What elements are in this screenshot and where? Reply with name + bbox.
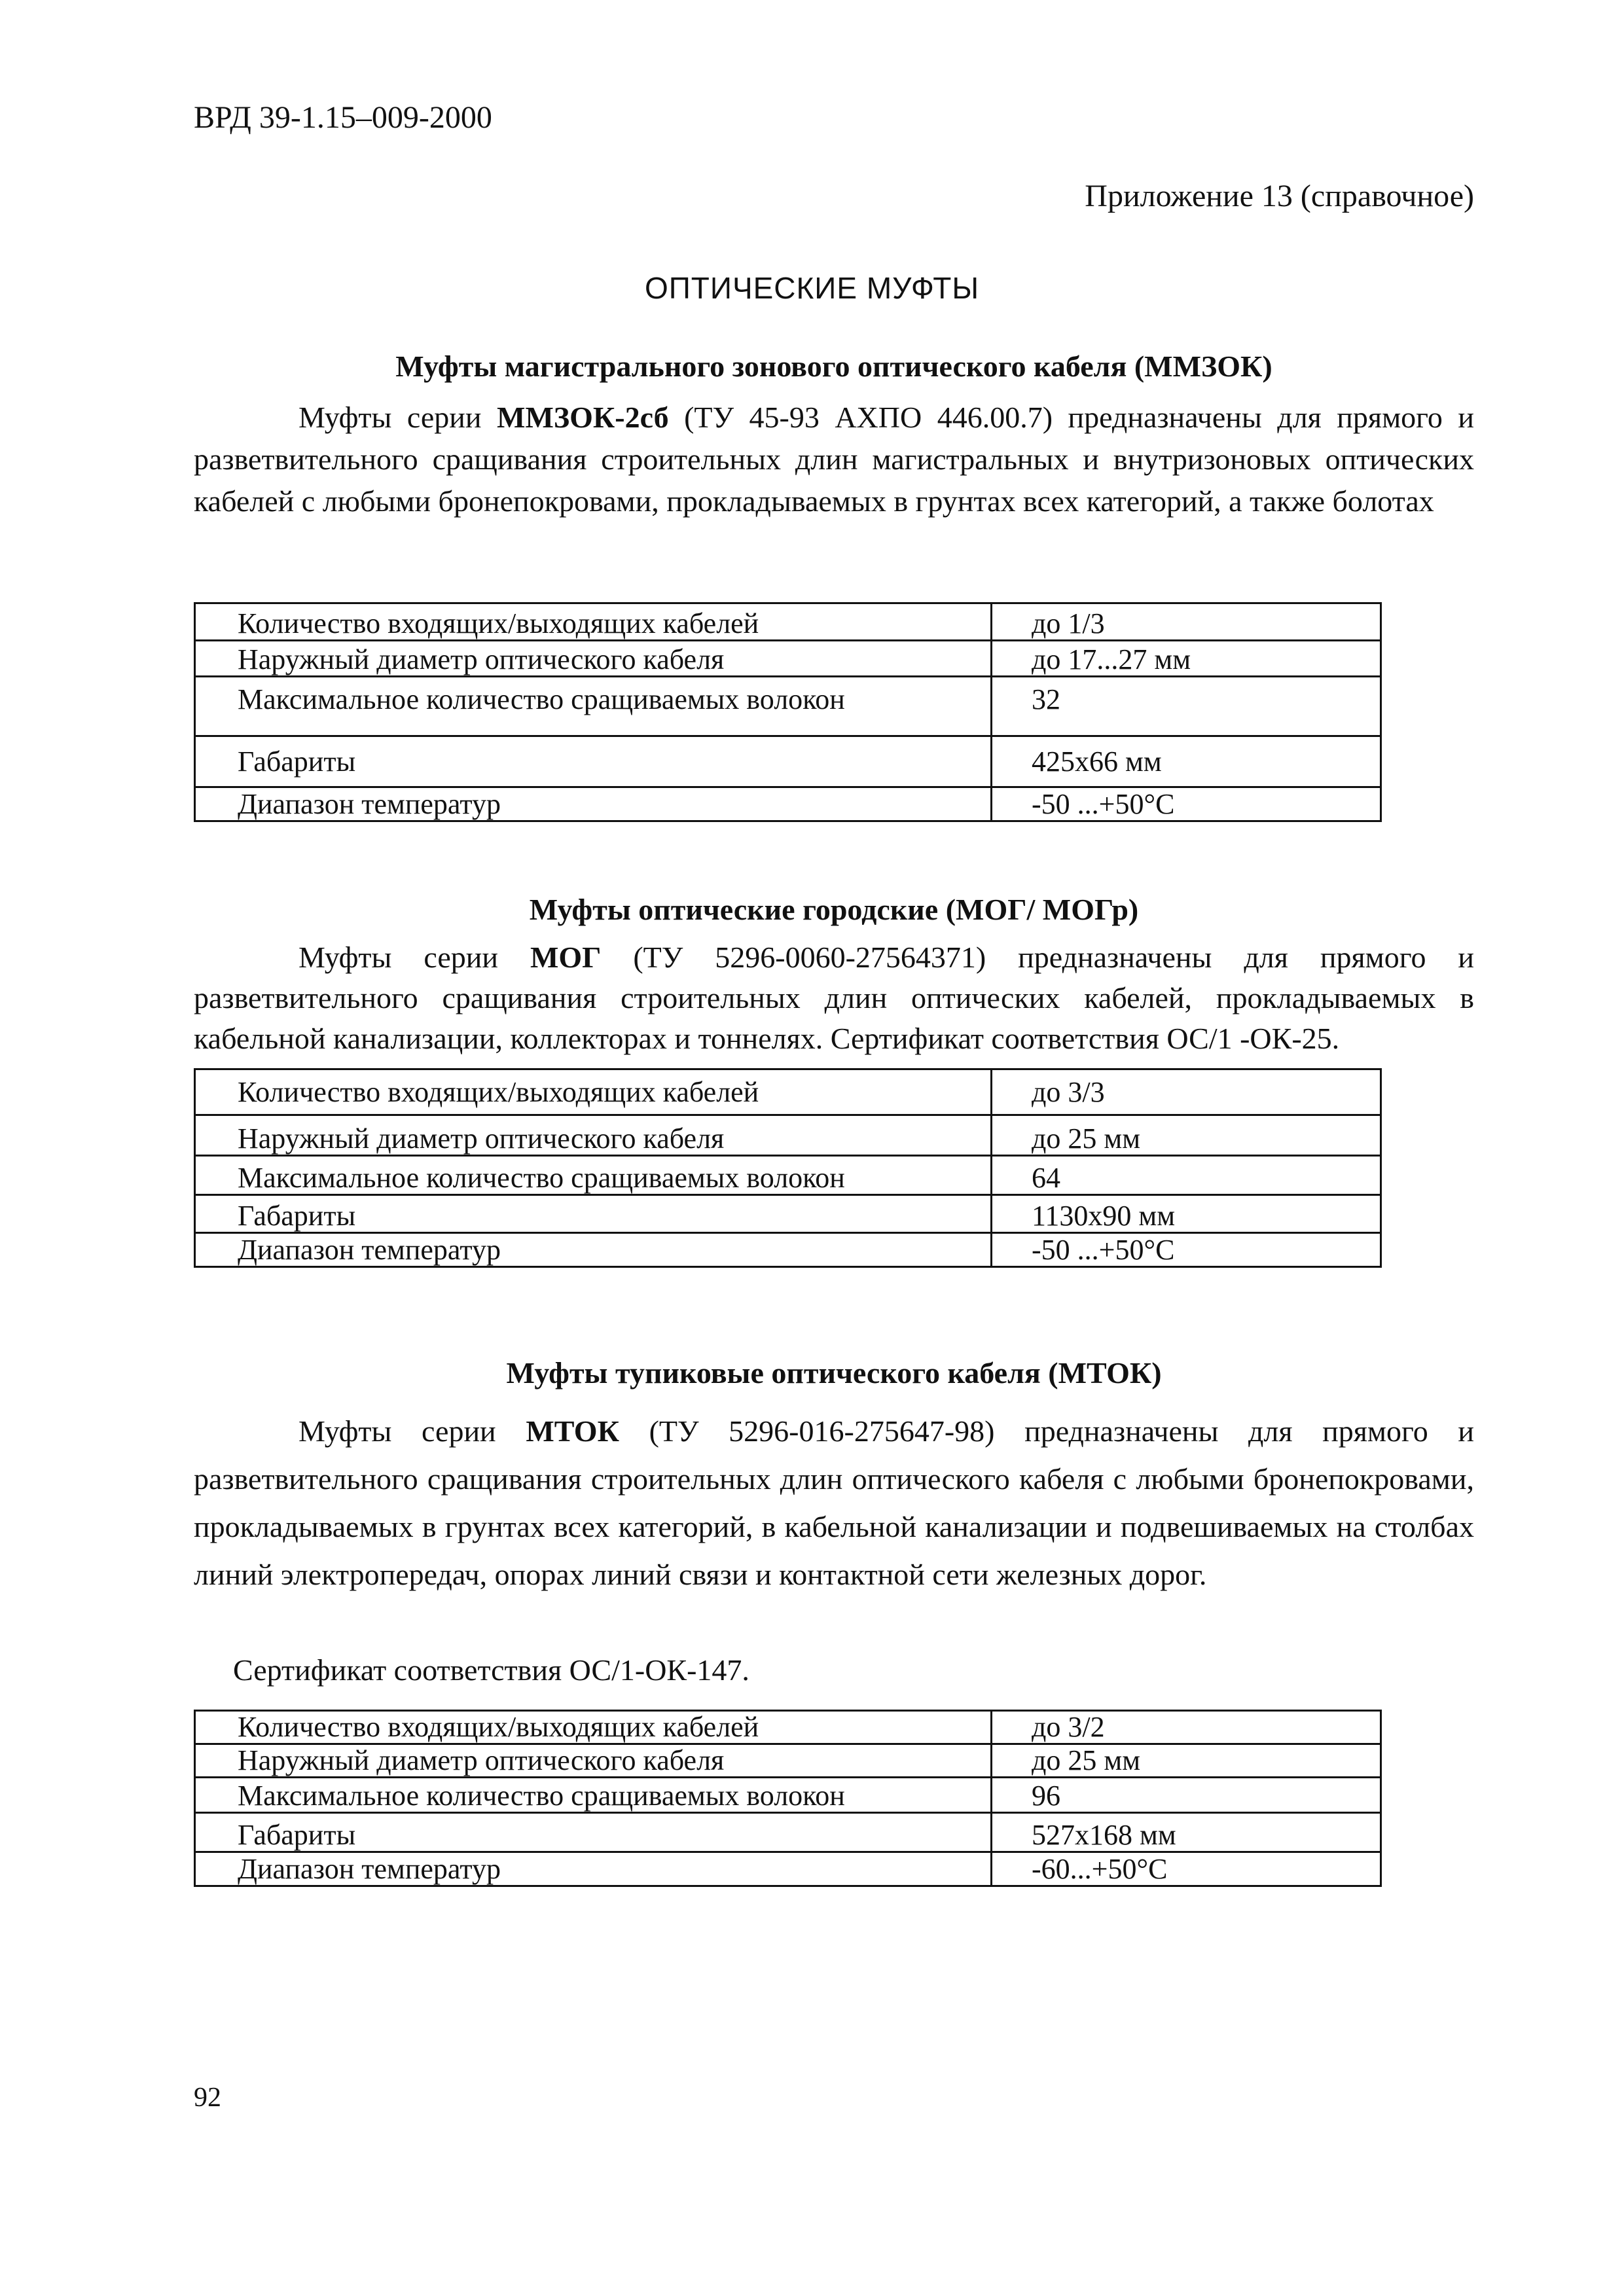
param-label: Количество входящих/выходящих кабелей: [195, 603, 992, 641]
param-label: Габариты: [195, 1813, 992, 1852]
table-row: [195, 603, 1381, 641]
series-code: МТОК: [526, 1414, 619, 1448]
param-value: -50 ...+50°С: [992, 787, 1381, 821]
param-label: Максимальное количество сращиваемых волокон: [195, 1778, 992, 1813]
param-label: Максимальное количество сращиваемых волокон: [195, 1156, 992, 1195]
param-label: Диапазон температур: [195, 1852, 992, 1886]
param-value: 527х168 мм: [992, 1813, 1381, 1852]
section-title-mmzok: Муфты магистрального зонового оптического кабеля (ММЗОК): [395, 350, 1272, 383]
series-code: ММЗОК-2сб: [497, 401, 669, 434]
table-row: [195, 641, 1381, 677]
param-value: -50 ...+50°С: [992, 1233, 1381, 1267]
spec-table-mmzok: [194, 602, 1382, 822]
param-label: Габариты: [195, 736, 992, 787]
certificate-line: Сертификат соответствия ОС/1-ОК-147.: [233, 1653, 749, 1687]
series-description: (ТУ 5296-0060-27564371) предназначены для прямого и разветвительного сращивания строительных длин оптических кабелей, прокладываемых в кабельной канализации, коллекторах и тоннелях. Сертификат соответствия ОС/1 -ОК-25.: [194, 941, 1474, 1055]
page-number: 92: [194, 2083, 221, 2113]
table-row: [195, 1813, 1381, 1852]
series-code: МОГ: [530, 941, 602, 974]
page-title: ОПТИЧЕСКИЕ МУФТЫ: [644, 271, 980, 305]
param-value: до 25 мм: [992, 1744, 1381, 1778]
param-value: до 25 мм: [992, 1115, 1381, 1156]
param-value: до 17...27 мм: [992, 641, 1381, 677]
section-text-mmzok: [194, 397, 1474, 522]
spec-table-mtok: [194, 1710, 1382, 1887]
table-row: [195, 1115, 1381, 1156]
table-row: [195, 1156, 1381, 1195]
series-intro: Муфты серии: [298, 1414, 496, 1448]
param-value: до 1/3: [992, 603, 1381, 641]
param-value: 96: [992, 1778, 1381, 1813]
section-text-mtok: [194, 1407, 1474, 1598]
param-value: 64: [992, 1156, 1381, 1195]
appendix-label: Приложение 13 (справочное): [1085, 179, 1474, 213]
param-label: Количество входящих/выходящих кабелей: [195, 1069, 992, 1115]
section-title-mog: Муфты оптические городские (МОГ/ МОГр): [529, 893, 1139, 926]
param-label: Диапазон температур: [195, 1233, 992, 1267]
param-value: 425х66 мм: [992, 736, 1381, 787]
table-row: [195, 1744, 1381, 1778]
table-row: [195, 787, 1381, 821]
table-row: [195, 1195, 1381, 1233]
section-text-mog: [194, 937, 1474, 1059]
section-title-mtok: Муфты тупиковые оптического кабеля (МТОК): [506, 1356, 1162, 1390]
series-description: (ТУ 5296-016-275647-98) предназначены для прямого и разветвительного сращивания строительных длин оптического кабеля с любыми бронепокровами, прокладываемых в грунтах всех категорий, в кабельной канализации и подвешиваемых на столбах линий электропередач, опорах линий связи и контактной сети железных дорог.: [194, 1414, 1474, 1591]
series-description: (ТУ 45-93 АХПО 446.00.7) предназначены для прямого и разветвительного сращивания строительных длин магистральных и внутризоновых оптических кабелей с любыми бронепокровами, прокладываемых в грунтах всех категорий, а также болотах: [194, 401, 1474, 518]
param-value: 1130х90 мм: [992, 1195, 1381, 1233]
param-label: Наружный диаметр оптического кабеля: [195, 641, 992, 677]
table-row: [195, 736, 1381, 787]
table-row: [195, 1233, 1381, 1267]
table-row: [195, 1711, 1381, 1744]
table-row: [195, 1778, 1381, 1813]
param-label: Наружный диаметр оптического кабеля: [195, 1744, 992, 1778]
table-row: [195, 677, 1381, 736]
param-label: Количество входящих/выходящих кабелей: [195, 1711, 992, 1744]
spec-table-mog: [194, 1068, 1382, 1268]
param-value: до 3/3: [992, 1069, 1381, 1115]
table-row: [195, 1069, 1381, 1115]
series-intro: Муфты серии: [298, 941, 498, 974]
param-label: Габариты: [195, 1195, 992, 1233]
param-value: -60...+50°С: [992, 1852, 1381, 1886]
document-code: ВРД 39-1.15–009-2000: [194, 100, 492, 135]
param-label: Диапазон температур: [195, 787, 992, 821]
param-value: до 3/2: [992, 1711, 1381, 1744]
param-label: Максимальное количество сращиваемых волокон: [195, 677, 992, 736]
table-row: [195, 1852, 1381, 1886]
param-value: 32: [992, 677, 1381, 736]
param-label: Наружный диаметр оптического кабеля: [195, 1115, 992, 1156]
series-intro: Муфты серии: [298, 401, 482, 434]
